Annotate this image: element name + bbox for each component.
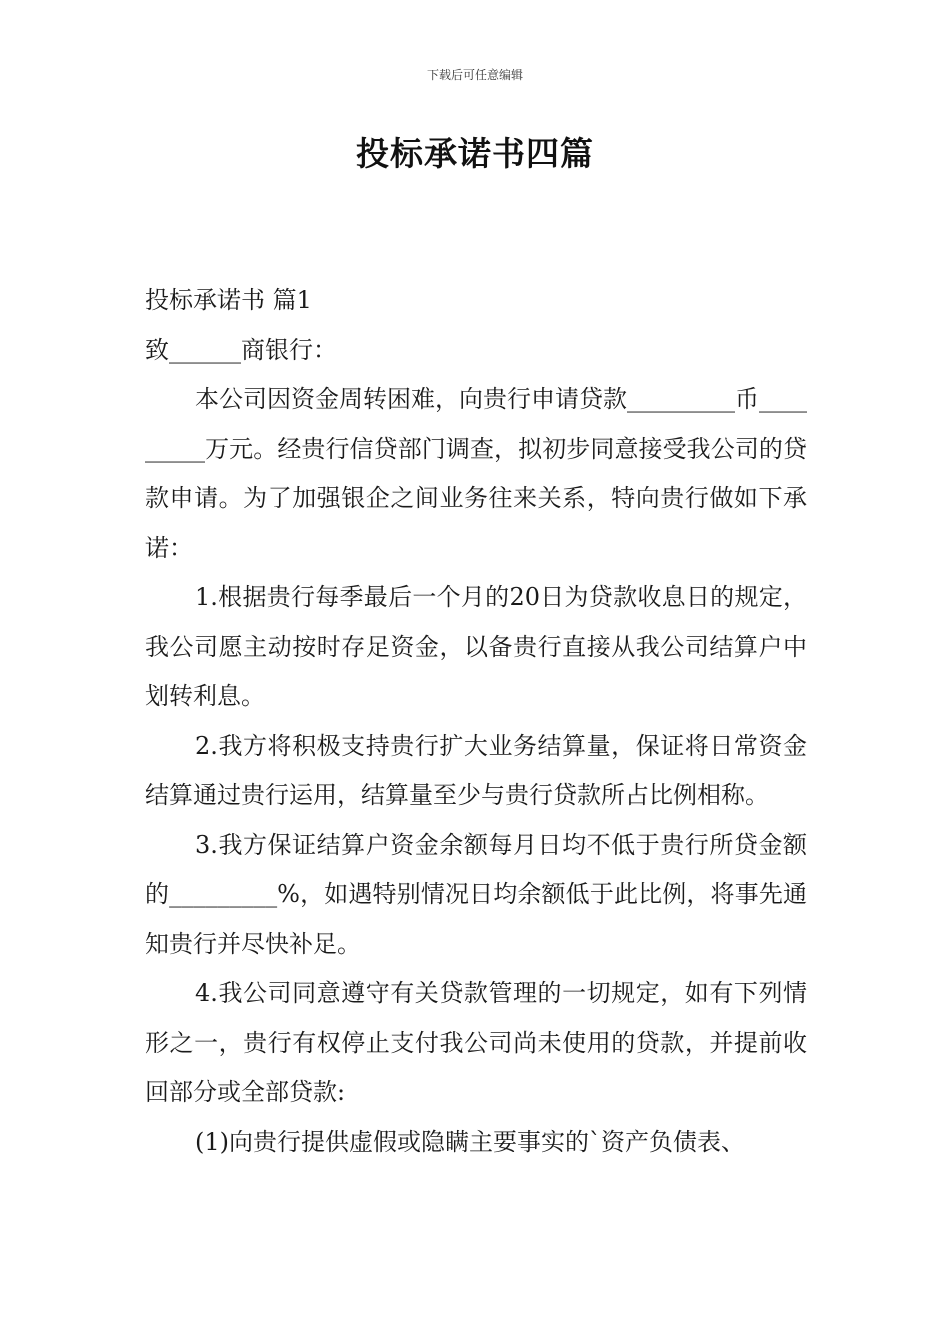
paragraph-item-2: 2.我方将积极支持贵行扩大业务结算量，保证将日常资金结算通过贵行运用，结算量至少与贵行贷款所占比例相称。 (145, 731, 807, 809)
paragraph-subitem-1: (1)向贵行提供虚假或隐瞒主要事实的`资产负债表、 (195, 1127, 745, 1156)
paragraph-item-1: 1.根据贵行每季最后一个月的20日为贷款收息日的规定，我公司愿主动按时存足资金，以备贵行直接从我公司结算户中划转利息。 (145, 583, 807, 710)
paragraph-item-4: 4.我公司同意遵守有关贷款管理的一切规定，如有下列情形之一，贵行有权停止支付我公司尚未使用的贷款，并提前收回部分或全部贷款: (145, 979, 807, 1106)
document-title: 投标承诺书四篇 (356, 134, 594, 173)
paragraph-item-3: 3.我方保证结算户资金余额每月日均不低于贵行所贷金额的_________%，如遇特别情况日均余额低于此比例，将事先通知贵行并尽快补足。 (145, 830, 807, 958)
paragraph-intro: 本公司因资金周转困难，向贵行申请贷款_________币_________万元。经贵行信贷部门调查，拟初步同意接受我公司的贷款申请。为了加强银企之间业务往来关系，特向贵行做如下承诺： (145, 385, 807, 562)
header-note: 下载后可任意编辑 (426, 68, 523, 82)
addressee-line: 致______商银行： (145, 335, 337, 364)
section-heading: 投标承诺书 篇1 (145, 286, 312, 314)
document-body (145, 276, 807, 1167)
